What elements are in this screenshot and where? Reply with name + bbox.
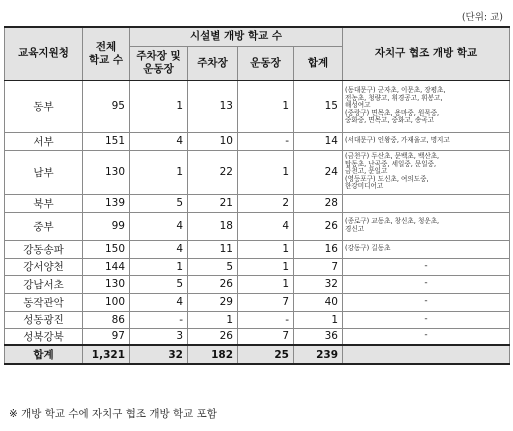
header-total — [83, 27, 130, 80]
table-row — [5, 275, 510, 293]
row-total: 130 — [83, 150, 130, 194]
header-both-line1: 주차장 및 — [136, 50, 181, 62]
row-region: 동부 — [5, 80, 83, 132]
row-parking: 5 — [188, 258, 238, 275]
row-parking: 18 — [188, 212, 238, 240]
row-district-note — [343, 150, 510, 194]
row-both: 4 — [130, 240, 188, 258]
row-district-note — [343, 275, 510, 293]
table-row — [5, 212, 510, 240]
row-playground: - — [238, 311, 294, 328]
district-note-line: 중화중, 면목고, 중화고, 송곡고 — [345, 116, 435, 125]
row-parking: 22 — [188, 150, 238, 194]
row-region: 성북강북 — [5, 328, 83, 345]
table-row — [5, 132, 510, 150]
totals-note — [343, 345, 510, 364]
header-both-line2: 운동장 — [143, 63, 174, 75]
row-district-note — [343, 293, 510, 311]
row-playground: 1 — [238, 258, 294, 275]
row-sum: 24 — [294, 150, 343, 194]
row-playground: 7 — [238, 293, 294, 311]
table-row — [5, 311, 510, 328]
totals-both: 32 — [130, 345, 188, 364]
table-row — [5, 328, 510, 345]
row-parking: 1 — [188, 311, 238, 328]
row-total: 151 — [83, 132, 130, 150]
totals-label: 합계 — [5, 345, 83, 364]
row-parking: 29 — [188, 293, 238, 311]
row-total: 95 — [83, 80, 130, 132]
header-total-line1: 전체 — [95, 40, 117, 53]
header-both — [130, 46, 188, 80]
row-region: 강남서초 — [5, 275, 83, 293]
header-district: 자치구 협조 개방 학교 — [343, 27, 510, 80]
row-sum: 36 — [294, 328, 343, 345]
district-note-line: 전농초, 청량고, 휘경공고, 휘봉고, — [345, 93, 443, 102]
row-district-note — [343, 328, 510, 345]
row-both: 4 — [130, 293, 188, 311]
district-note-line: (중랑구) 면목초, 용마중, 원묵중, — [345, 108, 440, 117]
header-sum: 합계 — [294, 46, 343, 80]
row-both: - — [130, 311, 188, 328]
totals-row — [5, 345, 510, 364]
row-both: 3 — [130, 328, 188, 345]
row-total: 144 — [83, 258, 130, 275]
district-note-line: (영등포구) 도신초, 여의도중, — [345, 174, 429, 183]
district-note-line: - — [424, 278, 428, 289]
row-playground: - — [238, 132, 294, 150]
totals-total: 1,321 — [83, 345, 130, 364]
row-both: 4 — [130, 132, 188, 150]
row-sum: 1 — [294, 311, 343, 328]
row-sum: 28 — [294, 194, 343, 212]
district-note-line: (종로구) 교동초, 창신초, 청운초, — [345, 217, 440, 226]
table-row — [5, 194, 510, 212]
row-region: 남부 — [5, 150, 83, 194]
row-parking: 13 — [188, 80, 238, 132]
row-district-note — [343, 212, 510, 240]
row-playground: 1 — [238, 80, 294, 132]
row-total: 150 — [83, 240, 130, 258]
district-note-line: (금천구) 두산초, 문백초, 백산초, — [345, 152, 440, 161]
row-total: 139 — [83, 194, 130, 212]
row-both: 1 — [130, 80, 188, 132]
header-facility-group: 시설별 개방 학교 수 — [130, 27, 343, 46]
row-total: 97 — [83, 328, 130, 345]
table-row — [5, 240, 510, 258]
header-total-line2: 학교 수 — [88, 53, 124, 66]
row-parking: 11 — [188, 240, 238, 258]
row-both: 5 — [130, 275, 188, 293]
row-sum: 26 — [294, 212, 343, 240]
row-playground: 4 — [238, 212, 294, 240]
row-district-note — [343, 311, 510, 328]
row-playground: 1 — [238, 240, 294, 258]
row-both: 4 — [130, 212, 188, 240]
row-playground: 1 — [238, 150, 294, 194]
totals-sum: 239 — [294, 345, 343, 364]
row-district-note — [343, 258, 510, 275]
row-total: 130 — [83, 275, 130, 293]
row-region: 북부 — [5, 194, 83, 212]
row-total: 99 — [83, 212, 130, 240]
row-district-note — [343, 240, 510, 258]
table-row — [5, 258, 510, 275]
district-note-line: - — [424, 260, 428, 271]
row-both: 1 — [130, 258, 188, 275]
row-playground: 7 — [238, 328, 294, 345]
row-district-note — [343, 80, 510, 132]
district-note-line: (서대문구) 인왕중, 가재울고, 명지고 — [345, 136, 450, 145]
totals-playground: 25 — [238, 345, 294, 364]
row-region: 서부 — [5, 132, 83, 150]
school-opening-table — [4, 26, 510, 365]
district-note-line: (동대문구) 군자초, 이문초, 장평초, — [345, 86, 446, 95]
row-parking: 26 — [188, 328, 238, 345]
row-playground: 1 — [238, 275, 294, 293]
row-playground: 2 — [238, 194, 294, 212]
row-parking: 21 — [188, 194, 238, 212]
row-region: 동작관악 — [5, 293, 83, 311]
district-note-line: (강동구) 길동초 — [345, 244, 391, 253]
table-row — [5, 80, 510, 132]
row-sum: 16 — [294, 240, 343, 258]
header-playground: 운동장 — [238, 46, 294, 80]
district-note-line: - — [424, 330, 428, 341]
district-note-line: 한강미디어고 — [345, 182, 384, 191]
totals-parking: 182 — [188, 345, 238, 364]
district-note-line: 경신고 — [345, 225, 365, 233]
row-district-note — [343, 194, 510, 212]
row-total: 100 — [83, 293, 130, 311]
row-sum: 32 — [294, 275, 343, 293]
row-sum: 7 — [294, 258, 343, 275]
row-both: 5 — [130, 194, 188, 212]
row-district-note — [343, 132, 510, 150]
row-parking: 26 — [188, 275, 238, 293]
district-note-line: - — [424, 296, 428, 307]
row-parking: 10 — [188, 132, 238, 150]
row-both: 1 — [130, 150, 188, 194]
row-sum: 14 — [294, 132, 343, 150]
header-parking: 주차장 — [188, 46, 238, 80]
row-region: 성동광진 — [5, 311, 83, 328]
row-sum: 15 — [294, 80, 343, 132]
row-total: 86 — [83, 311, 130, 328]
table-row — [5, 150, 510, 194]
unit-label: (단위: 교) — [461, 12, 503, 23]
row-region: 강동송파 — [5, 240, 83, 258]
district-note-line: 금천고, 문일고 — [345, 167, 388, 176]
district-note-line: 탑동초, 난곡중, 세일중, 문일중, — [345, 159, 437, 168]
row-sum: 40 — [294, 293, 343, 311]
table-row — [5, 293, 510, 311]
row-region: 중부 — [5, 212, 83, 240]
footnote: ※ 개방 학교 수에 자치구 협조 개방 학교 포함 — [9, 408, 217, 420]
row-region: 강서양천 — [5, 258, 83, 275]
header-region: 교육지원청 — [5, 27, 83, 80]
district-note-line: - — [424, 313, 428, 324]
district-note-line: 해성여고 — [345, 101, 371, 110]
